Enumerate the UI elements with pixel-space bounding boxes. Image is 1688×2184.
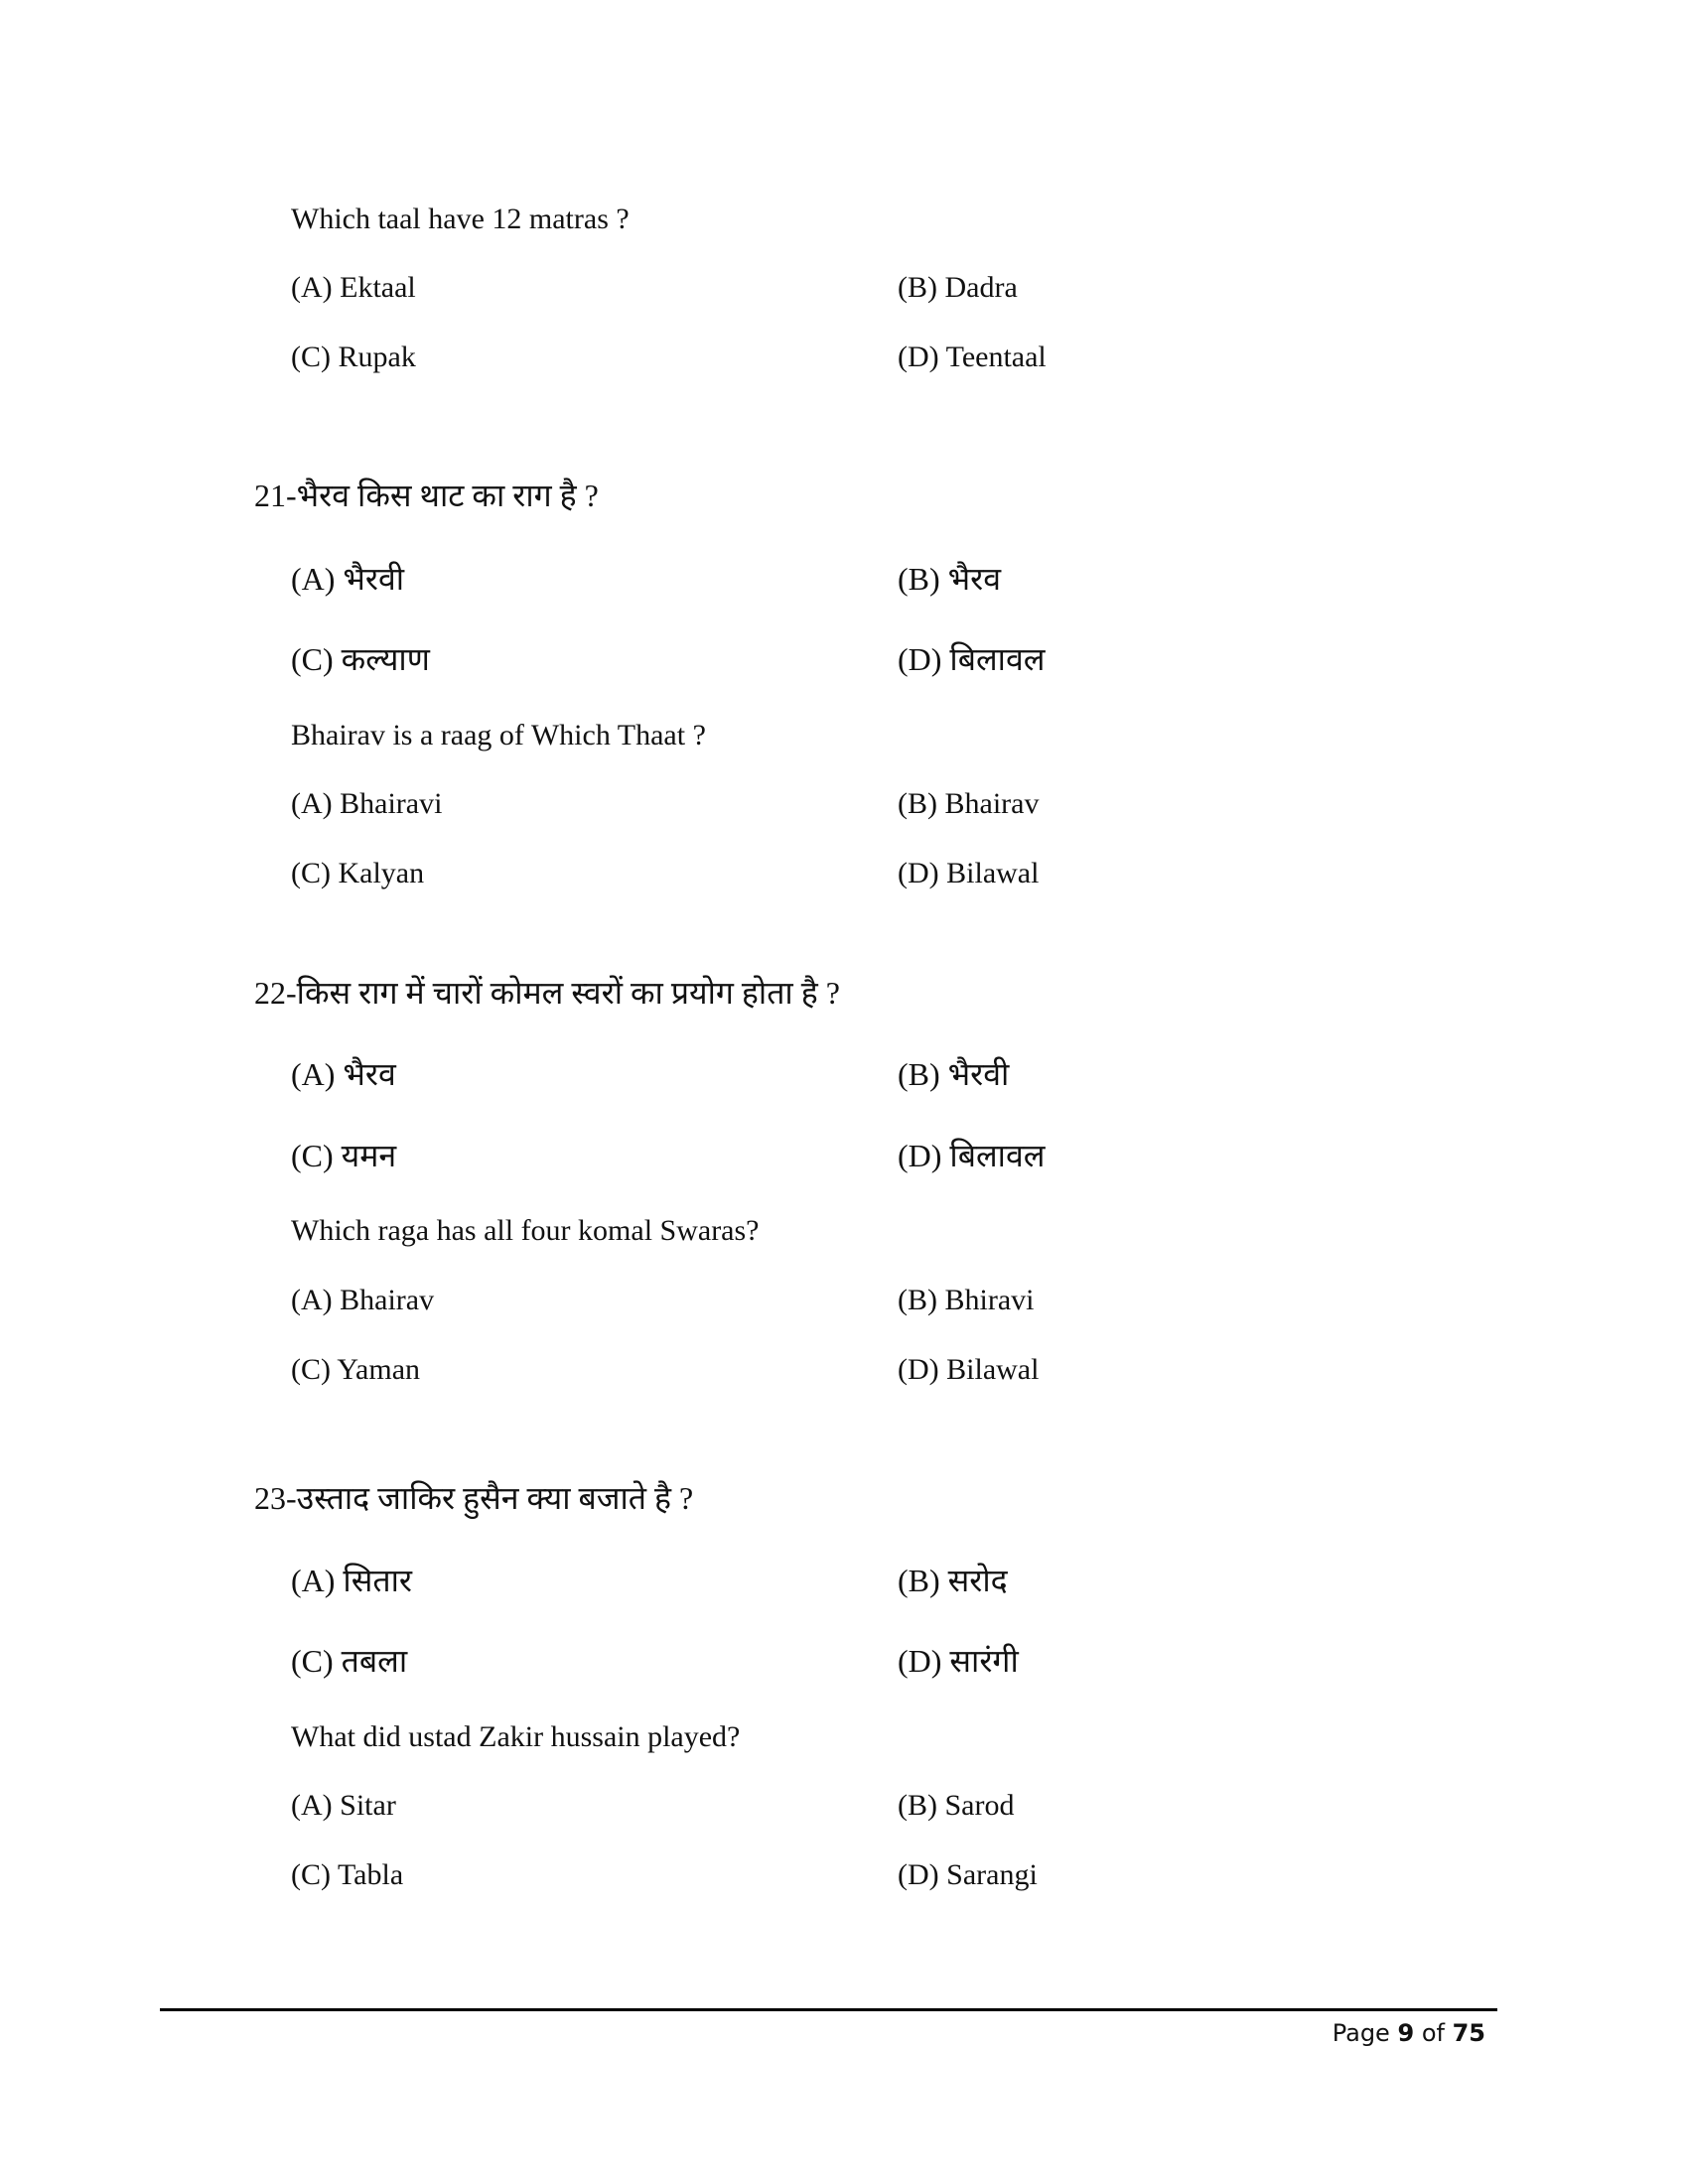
option-c: (C) कल्याण — [291, 641, 430, 677]
option-a: (A) भैरव — [291, 1056, 396, 1092]
option-a: (A) Bhairav — [291, 1284, 435, 1316]
question-text: What did ustad Zakir hussain played? — [291, 1720, 741, 1753]
option-b: (B) Dadra — [898, 271, 1018, 304]
question-text: 21-भैरव किस थाट का राग है ? — [254, 478, 599, 513]
option-a: (A) Bhairavi — [291, 787, 443, 820]
option-b: (B) भैरव — [898, 561, 1002, 597]
option-b: (B) Bhairav — [898, 787, 1040, 820]
total-pages: 75 — [1452, 2019, 1485, 2047]
option-d: (D) Teentaal — [898, 341, 1047, 373]
option-d: (D) सारंगी — [898, 1643, 1019, 1679]
option-b: (B) Bhiravi — [898, 1284, 1035, 1316]
footer-divider — [160, 2008, 1497, 2011]
question-text: Bhairav is a raag of Which Thaat ? — [291, 719, 706, 751]
question-text: Which raga has all four komal Swaras? — [291, 1214, 760, 1247]
question-text: 22-किस राग में चारों कोमल स्वरों का प्रयोग होता है ? — [254, 975, 840, 1011]
option-d: (D) बिलावल — [898, 641, 1046, 677]
option-a: (A) सितार — [291, 1563, 412, 1598]
option-c: (C) Kalyan — [291, 857, 425, 889]
current-page: 9 — [1397, 2019, 1415, 2047]
page-label: Page — [1332, 2019, 1390, 2047]
option-a: (A) Ektaal — [291, 271, 416, 304]
option-d: (D) Bilawal — [898, 1353, 1040, 1386]
page-number — [1333, 2019, 1485, 2047]
option-b: (B) Sarod — [898, 1789, 1015, 1822]
option-c: (C) Yaman — [291, 1353, 421, 1386]
option-d: (D) बिलावल — [898, 1138, 1046, 1173]
option-b: (B) सरोद — [898, 1563, 1008, 1598]
option-c: (C) यमन — [291, 1138, 397, 1173]
option-c: (C) Tabla — [291, 1858, 404, 1891]
option-d: (D) Bilawal — [898, 857, 1040, 889]
option-c: (C) तबला — [291, 1643, 408, 1679]
option-d: (D) Sarangi — [898, 1858, 1038, 1891]
option-a: (A) भैरवी — [291, 561, 405, 597]
option-c: (C) Rupak — [291, 341, 416, 373]
of-label: of — [1421, 2019, 1445, 2047]
option-b: (B) भैरवी — [898, 1056, 1010, 1092]
question-text: Which taal have 12 matras ? — [291, 203, 630, 235]
question-text: 23-उस्ताद जाकिर हुसैन क्या बजाते है ? — [254, 1480, 694, 1516]
option-a: (A) Sitar — [291, 1789, 396, 1822]
